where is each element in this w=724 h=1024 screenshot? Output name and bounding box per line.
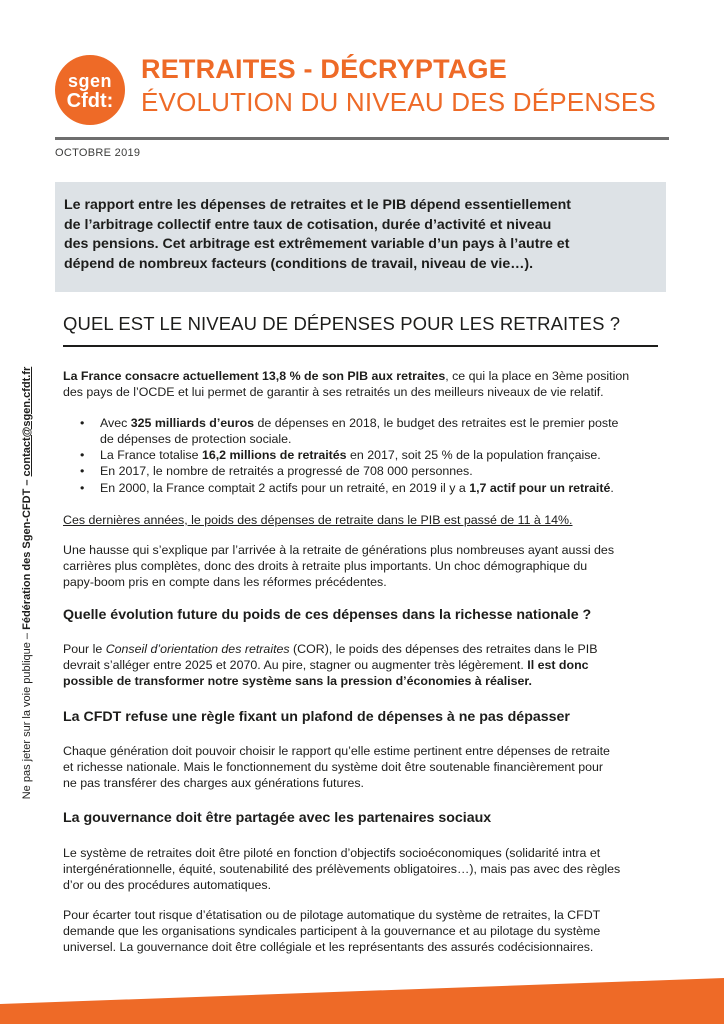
italic-text: Conseil d’orientation des retraites xyxy=(105,642,290,656)
bullet-icon: • xyxy=(80,416,85,430)
header-divider xyxy=(55,137,669,140)
text: d’or ou des procédures automatiques. xyxy=(63,878,272,892)
text: Chaque génération doit pouvoir choisir le rapport qu’elle estime pertinent entre dépenses de retraite xyxy=(63,744,610,758)
section-heading: QUEL EST LE NIVEAU DE DÉPENSES POUR LES RETRAITES ? xyxy=(63,313,621,334)
side-note-plain: Ne pas jeter sur la voie publique – xyxy=(21,629,33,800)
intro-line: dépend de nombreux facteurs (conditions de travail, niveau de vie…). xyxy=(64,255,534,272)
contact-email-link[interactable]: contact@sgen.cfdt.fr xyxy=(21,366,33,477)
paragraph-steering xyxy=(63,845,663,893)
text: Pour le xyxy=(63,642,106,656)
text: papy-boom pris en compte dans les réformes précédentes. xyxy=(63,575,387,589)
sgen-cfdt-logo xyxy=(55,55,125,125)
paragraph-cor xyxy=(63,641,663,689)
paragraph-trend xyxy=(63,512,663,528)
logo-line-2: Cfdt: xyxy=(66,89,114,112)
list-item xyxy=(80,415,665,447)
highlight-text: 1,7 actif pour un retraité xyxy=(469,481,611,495)
text: ne pas transférer des charges aux générations futures. xyxy=(63,776,364,790)
text: Une hausse qui s’explique par l’arrivée à la retraite de générations plus nombreuses ayant aussi des xyxy=(63,543,615,557)
highlight-text: La France consacre actuellement 13,8 % de son PIB aux retraites xyxy=(63,369,446,383)
text: de dépenses en 2018, le budget des retraites est le premier poste xyxy=(254,416,619,430)
text: et richesse nationale. Mais le fonctionnement du système doit être soutenable financièrement pour xyxy=(63,760,603,774)
paragraph-cfdt-demand xyxy=(63,907,663,955)
text: , ce qui la place en 3ème position xyxy=(445,369,630,383)
publication-date: OCTOBRE 2019 xyxy=(55,147,141,159)
text: devrait s’alléger entre 2025 et 2070. Au pire, stagner ou augmenter très légèrement. xyxy=(63,658,528,672)
footer-band xyxy=(0,960,724,1024)
bullet-icon: • xyxy=(80,448,85,462)
text: Avec xyxy=(100,416,131,430)
page-title: RETRAITES - DÉCRYPTAGE xyxy=(141,54,507,84)
text: en 2017, soit 25 % de la population française. xyxy=(346,448,601,462)
text: Le système de retraites doit être piloté en fonction d’objectifs socioéconomiques (solidarité intra et xyxy=(63,846,601,860)
paragraph-generation xyxy=(63,743,663,791)
text: universel. La gouvernance doit être collégiale et les représentants des assurés codécisionnaires. xyxy=(63,940,594,954)
highlight-text: 16,2 millions de retraités xyxy=(201,448,347,462)
side-note-federation: Fédération des Sgen-CFDT – xyxy=(21,476,33,630)
section-divider xyxy=(63,345,658,347)
bullet-icon: • xyxy=(80,464,85,478)
list-item xyxy=(80,447,665,463)
bullet-icon: • xyxy=(80,481,85,495)
highlight-text: 325 milliards d’euros xyxy=(130,416,255,430)
underlined-text: Ces dernières années, le poids des dépenses de retraite dans le PIB est passé de 11 à 14%. xyxy=(63,513,573,527)
footer-band-shape xyxy=(0,978,724,1024)
text: (COR), le poids des dépenses des retraites dans le PIB xyxy=(289,642,598,656)
list-item xyxy=(80,480,665,496)
highlight-text: Il est donc xyxy=(527,658,589,672)
text: de dépenses de protection sociale. xyxy=(100,432,292,446)
text: intergénérationnelle, équité, soutenabilité des prélèvements obligatoires…), mais pas avec des règles xyxy=(63,862,621,876)
text: . xyxy=(610,481,614,495)
text: demande que les organisations syndicales participent à la gouvernance et au pilotage du système xyxy=(63,924,601,938)
subheading-governance: La gouvernance doit être partagée avec les partenaires sociaux xyxy=(63,810,492,826)
paragraph-intro xyxy=(63,368,663,400)
text: En 2000, la France comptait 2 actifs pour un retraité, en 2019 il y a xyxy=(100,481,470,495)
page-subtitle: ÉVOLUTION DU NIVEAU DES DÉPENSES xyxy=(141,87,656,117)
text: La France totalise xyxy=(100,448,202,462)
text: des pays de l’OCDE et lui permet de garantir à ses retraités un des meilleurs niveaux de vie relatif. xyxy=(63,385,604,399)
subheading-future: Quelle évolution future du poids de ces dépenses dans la richesse nationale ? xyxy=(63,607,592,623)
paragraph-explanation xyxy=(63,542,663,590)
text: En 2017, le nombre de retraités a progressé de 708 000 personnes. xyxy=(100,464,473,478)
intro-box xyxy=(55,182,666,292)
text: carrières plus complètes, donc des droits à retraite plus importants. Un choc démographique du xyxy=(63,559,588,573)
intro-line: Le rapport entre les dépenses de retraites et le PIB dépend essentiellement xyxy=(64,197,571,213)
list-item xyxy=(80,463,665,479)
highlight-text: possible de transformer notre système sans la pression d’économies à réaliser. xyxy=(63,674,532,688)
intro-line: des pensions. Cet arbitrage est extrêmement variable d’un pays à l’autre et xyxy=(64,236,570,252)
intro-line: de l’arbitrage collectif entre taux de cotisation, durée d’activité et niveau xyxy=(64,216,552,233)
logo-line-1: sgen xyxy=(67,70,112,91)
subheading-ceiling: La CFDT refuse une règle fixant un plafond de dépenses à ne pas dépasser xyxy=(63,709,570,725)
side-note xyxy=(21,367,33,800)
text: Pour écarter tout risque d’étatisation ou de pilotage automatique du système de retraites, la CFDT xyxy=(63,908,601,922)
